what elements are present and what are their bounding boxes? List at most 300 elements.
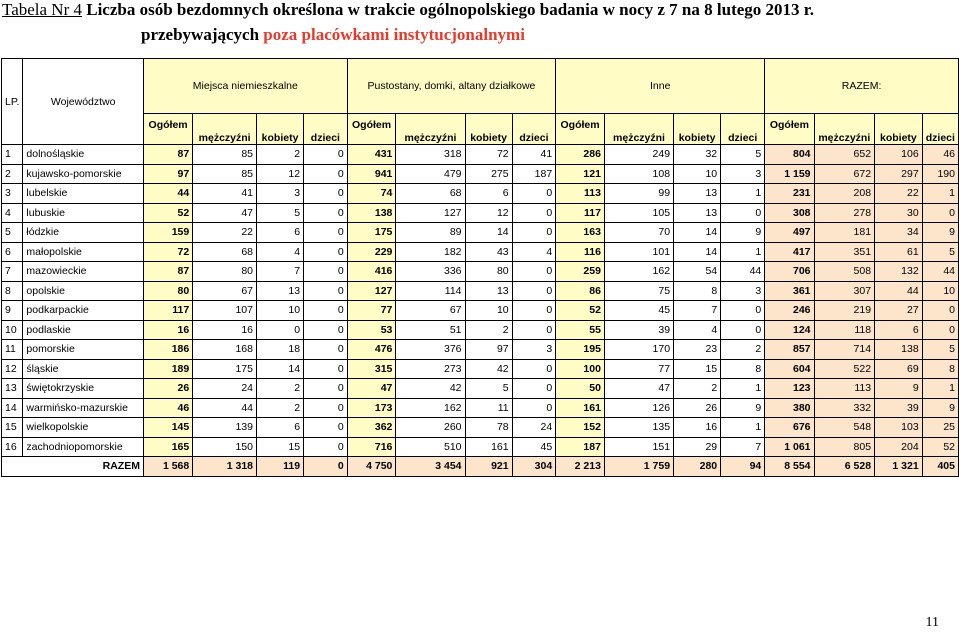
table-cell: 2 [257,145,304,165]
table-cell: 9 [922,398,958,418]
table-cell: 0 [721,301,765,321]
table-cell: 4 [674,320,721,340]
table-cell: 13 [674,203,721,223]
header-men: mężczyźni [396,114,465,145]
table-cell: 0 [922,301,958,321]
table-cell: 44 [193,398,257,418]
table-cell: 275 [465,164,512,184]
table-cell: 14 [465,223,512,243]
header-men: mężczyźni [814,114,875,145]
header-ogolem: Ogółem [765,114,814,145]
table-cell: 361 [765,281,814,301]
table-row [2,398,959,418]
voivodeship-name: pomorskie [23,340,144,360]
table-cell: 116 [556,242,605,262]
table-cell: 0 [304,281,348,301]
header-men: mężczyźni [193,114,257,145]
voivodeship-name: kujawsko-pomorskie [23,164,144,184]
table-cell: 548 [814,418,875,438]
table-cell: 44 [875,281,923,301]
table-cell: 431 [347,145,396,165]
table-cell: 189 [143,359,192,379]
table-cell: 219 [814,301,875,321]
table-cell: 113 [814,379,875,399]
table-cell: 52 [556,301,605,321]
header-women: kobiety [465,114,512,145]
table-cell: 2 [674,379,721,399]
table-cell: 3 [512,340,556,360]
row-number: 15 [2,418,23,438]
table-cell: 941 [347,164,396,184]
table-cell: 3 [257,184,304,204]
table-row [2,379,959,399]
table-row [2,262,959,282]
table-cell: 87 [143,145,192,165]
table-cell: 476 [347,340,396,360]
table-cell: 0 [512,398,556,418]
table-cell: 127 [347,281,396,301]
table-cell: 161 [556,398,605,418]
header-row-sub [2,114,959,145]
table-cell: 99 [604,184,673,204]
table-cell: 182 [396,242,465,262]
table-row [2,418,959,438]
header-children: dzieci [304,114,348,145]
table-cell: 72 [465,145,512,165]
table-cell: 16 [193,320,257,340]
table-cell: 5 [257,203,304,223]
table-cell: 0 [257,320,304,340]
table-cell: 162 [396,398,465,418]
voivodeship-name: świętokrzyskie [23,379,144,399]
table-cell: 6 [257,418,304,438]
table-cell: 208 [814,184,875,204]
table-cell: 138 [875,340,923,360]
table-cell: 105 [604,203,673,223]
total-cell: 1 321 [875,457,923,477]
table-cell: 168 [193,340,257,360]
table-cell: 51 [396,320,465,340]
voivodeship-name: warmińsko-mazurskie [23,398,144,418]
table-cell: 1 [721,379,765,399]
table-cell: 231 [765,184,814,204]
total-cell: 94 [721,457,765,477]
table-row [2,203,959,223]
table-row [2,145,959,165]
table-cell: 307 [814,281,875,301]
table-cell: 2 [257,398,304,418]
table-cell: 123 [765,379,814,399]
header-lp: LP. [2,59,23,145]
table-cell: 24 [512,418,556,438]
table-cell: 86 [556,281,605,301]
table-cell: 13 [257,281,304,301]
table-cell: 14 [674,242,721,262]
header-group-3: Inne [556,59,765,114]
total-cell: 304 [512,457,556,477]
header-group-2: Pustostany, domki, altany działkowe [347,59,556,114]
voivodeship-name: podkarpackie [23,301,144,321]
table-row [2,281,959,301]
row-number: 8 [2,281,23,301]
table-cell: 145 [143,418,192,438]
table-cell: 3 [721,281,765,301]
table-cell: 6 [257,223,304,243]
table-cell: 2 [257,379,304,399]
table-cell: 61 [875,242,923,262]
table-cell: 3 [721,164,765,184]
row-number: 16 [2,437,23,457]
table-cell: 229 [347,242,396,262]
title-line-2 [141,24,525,46]
table-cell: 16 [674,418,721,438]
row-number: 7 [2,262,23,282]
table-cell: 0 [304,418,348,438]
voivodeship-name: podlaskie [23,320,144,340]
table-cell: 1 [721,184,765,204]
table-cell: 67 [193,281,257,301]
table-cell: 22 [875,184,923,204]
total-cell: 921 [465,457,512,477]
total-label: RAZEM [2,457,144,477]
table-cell: 9 [922,223,958,243]
total-cell: 1 568 [143,457,192,477]
table-cell: 14 [674,223,721,243]
total-cell: 0 [304,457,348,477]
voivodeship-name: łódzkie [23,223,144,243]
table-cell: 195 [556,340,605,360]
row-number: 13 [2,379,23,399]
table-cell: 39 [875,398,923,418]
table-cell: 114 [396,281,465,301]
voivodeship-name: wielkopolskie [23,418,144,438]
header-children: dzieci [721,114,765,145]
table-cell: 7 [257,262,304,282]
table-cell: 1 061 [765,437,814,457]
table-row [2,320,959,340]
table-cell: 151 [604,437,673,457]
table-cell: 0 [721,203,765,223]
table-cell: 47 [347,379,396,399]
table-cell: 0 [304,242,348,262]
table-cell: 0 [304,301,348,321]
table-cell: 68 [396,184,465,204]
table-cell: 70 [604,223,673,243]
table-cell: 32 [674,145,721,165]
table-cell: 376 [396,340,465,360]
table-cell: 5 [465,379,512,399]
table-cell: 1 159 [765,164,814,184]
table-cell: 714 [814,340,875,360]
table-cell: 181 [814,223,875,243]
table-cell: 0 [304,262,348,282]
table-cell: 0 [304,320,348,340]
table-cell: 74 [347,184,396,204]
table-cell: 24 [193,379,257,399]
header-group-4: RAZEM: [765,59,959,114]
table-cell: 278 [814,203,875,223]
header-men: mężczyźni [604,114,673,145]
table-row [2,242,959,262]
header-women: kobiety [674,114,721,145]
table-cell: 0 [304,379,348,399]
table-cell: 161 [465,437,512,457]
table-cell: 1 [922,379,958,399]
page-number: 11 [925,615,939,630]
table-cell: 652 [814,145,875,165]
title-line2-bold: przebywających [141,25,260,44]
table-cell: 716 [347,437,396,457]
table-cell: 857 [765,340,814,360]
table-cell: 127 [396,203,465,223]
table-cell: 26 [143,379,192,399]
table-cell: 39 [604,320,673,340]
table-cell: 106 [875,145,923,165]
row-number: 2 [2,164,23,184]
table-cell: 332 [814,398,875,418]
total-cell: 3 454 [396,457,465,477]
table-cell: 139 [193,418,257,438]
table-cell: 55 [556,320,605,340]
table-cell: 0 [922,203,958,223]
table-cell: 12 [465,203,512,223]
table-cell: 5 [922,242,958,262]
table-cell: 41 [193,184,257,204]
total-cell: 4 750 [347,457,396,477]
table-cell: 706 [765,262,814,282]
voivodeship-name: śląskie [23,359,144,379]
row-number: 11 [2,340,23,360]
table-cell: 15 [257,437,304,457]
table-cell: 77 [604,359,673,379]
header-wojewodztwo: Województwo [23,59,144,145]
table-cell: 9 [721,398,765,418]
voivodeship-name: małopolskie [23,242,144,262]
table-cell: 50 [556,379,605,399]
table-cell: 100 [556,359,605,379]
table-cell: 204 [875,437,923,457]
table-cell: 45 [512,437,556,457]
table-cell: 108 [604,164,673,184]
table-cell: 4 [512,242,556,262]
row-number: 5 [2,223,23,243]
table-cell: 173 [347,398,396,418]
table-cell: 0 [512,379,556,399]
header-ogolem: Ogółem [556,114,605,145]
table-cell: 175 [193,359,257,379]
table-cell: 69 [875,359,923,379]
table-cell: 0 [512,281,556,301]
table-cell: 89 [396,223,465,243]
table-cell: 0 [304,437,348,457]
table-row [2,340,959,360]
table-cell: 107 [193,301,257,321]
table-cell: 75 [604,281,673,301]
total-cell: 405 [922,457,958,477]
table-cell: 23 [674,340,721,360]
table-cell: 7 [674,301,721,321]
table-cell: 45 [604,301,673,321]
table-cell: 11 [465,398,512,418]
table-cell: 0 [512,262,556,282]
table-cell: 117 [143,301,192,321]
table-cell: 118 [814,320,875,340]
table-cell: 170 [604,340,673,360]
table-cell: 10 [465,301,512,321]
table-cell: 165 [143,437,192,457]
table-cell: 12 [257,164,304,184]
table-cell: 0 [304,184,348,204]
table-cell: 260 [396,418,465,438]
table-cell: 186 [143,340,192,360]
table-cell: 124 [765,320,814,340]
total-cell: 1 318 [193,457,257,477]
table-cell: 42 [465,359,512,379]
table-cell: 273 [396,359,465,379]
voivodeship-name: lubelskie [23,184,144,204]
voivodeship-name: dolnośląskie [23,145,144,165]
table-cell: 22 [193,223,257,243]
table-cell: 117 [556,203,605,223]
table-cell: 16 [143,320,192,340]
table-cell: 30 [875,203,923,223]
header-row-groups [2,59,959,114]
voivodeship-name: opolskie [23,281,144,301]
row-number: 14 [2,398,23,418]
table-cell: 126 [604,398,673,418]
table-cell: 103 [875,418,923,438]
table-cell: 14 [257,359,304,379]
table-cell: 0 [304,223,348,243]
table-cell: 44 [143,184,192,204]
table-cell: 351 [814,242,875,262]
title-main: Liczba osób bezdomnych określona w trakcie ogólnopolskiego badania w nocy z 7 na 8 lutego 2013 r. [86,0,815,19]
table-cell: 27 [875,301,923,321]
total-cell: 119 [257,457,304,477]
row-number: 4 [2,203,23,223]
table-cell: 187 [556,437,605,457]
voivodeship-name: mazowieckie [23,262,144,282]
header-ogolem: Ogółem [347,114,396,145]
title-line2-red: poza placówkami instytucjonalnymi [263,25,525,44]
table-cell: 187 [512,164,556,184]
table-cell: 34 [875,223,923,243]
table-cell: 13 [674,184,721,204]
table-cell: 0 [304,164,348,184]
header-women: kobiety [875,114,923,145]
row-number: 3 [2,184,23,204]
table-cell: 43 [465,242,512,262]
table-cell: 175 [347,223,396,243]
table-cell: 0 [512,223,556,243]
table-cell: 508 [814,262,875,282]
table-cell: 121 [556,164,605,184]
voivodeship-name: lubuskie [23,203,144,223]
table-cell: 336 [396,262,465,282]
table-cell: 479 [396,164,465,184]
table-cell: 0 [304,145,348,165]
table-cell: 297 [875,164,923,184]
total-cell: 280 [674,457,721,477]
table-cell: 190 [922,164,958,184]
table-cell: 26 [674,398,721,418]
table-cell: 604 [765,359,814,379]
table-cell: 18 [257,340,304,360]
table-cell: 132 [875,262,923,282]
table-cell: 162 [604,262,673,282]
table-cell: 417 [765,242,814,262]
table-cell: 8 [721,359,765,379]
table-cell: 9 [721,223,765,243]
table-cell: 1 [721,242,765,262]
table-cell: 77 [347,301,396,321]
header-children: dzieci [512,114,556,145]
table-cell: 0 [721,320,765,340]
table-cell: 41 [512,145,556,165]
table-cell: 0 [512,320,556,340]
table-row [2,301,959,321]
table-cell: 67 [396,301,465,321]
table-cell: 46 [922,145,958,165]
table-cell: 308 [765,203,814,223]
table-cell: 522 [814,359,875,379]
table-row [2,359,959,379]
table-cell: 10 [257,301,304,321]
table-cell: 0 [512,184,556,204]
table-cell: 80 [143,281,192,301]
table-cell: 676 [765,418,814,438]
table-cell: 0 [304,203,348,223]
table-cell: 804 [765,145,814,165]
table-row [2,437,959,457]
table-cell: 0 [512,203,556,223]
table-cell: 497 [765,223,814,243]
table-cell: 52 [922,437,958,457]
table-cell: 4 [257,242,304,262]
table-cell: 97 [465,340,512,360]
header-ogolem: Ogółem [143,114,192,145]
row-number: 1 [2,145,23,165]
table-cell: 315 [347,359,396,379]
table-cell: 15 [674,359,721,379]
table-cell: 362 [347,418,396,438]
table-cell: 1 [721,418,765,438]
table-cell: 318 [396,145,465,165]
total-cell: 8 554 [765,457,814,477]
table-cell: 54 [674,262,721,282]
table-cell: 97 [143,164,192,184]
table-cell: 53 [347,320,396,340]
table-cell: 416 [347,262,396,282]
table-cell: 259 [556,262,605,282]
table-cell: 8 [674,281,721,301]
row-number: 9 [2,301,23,321]
table-cell: 672 [814,164,875,184]
total-row [2,457,959,477]
table-cell: 150 [193,437,257,457]
table-cell: 0 [304,398,348,418]
table-cell: 135 [604,418,673,438]
total-cell: 6 528 [814,457,875,477]
table-cell: 246 [765,301,814,321]
table-cell: 5 [721,145,765,165]
table-cell: 7 [721,437,765,457]
table-cell: 13 [465,281,512,301]
table-cell: 0 [922,320,958,340]
table-cell: 510 [396,437,465,457]
table-row [2,164,959,184]
table-cell: 72 [143,242,192,262]
